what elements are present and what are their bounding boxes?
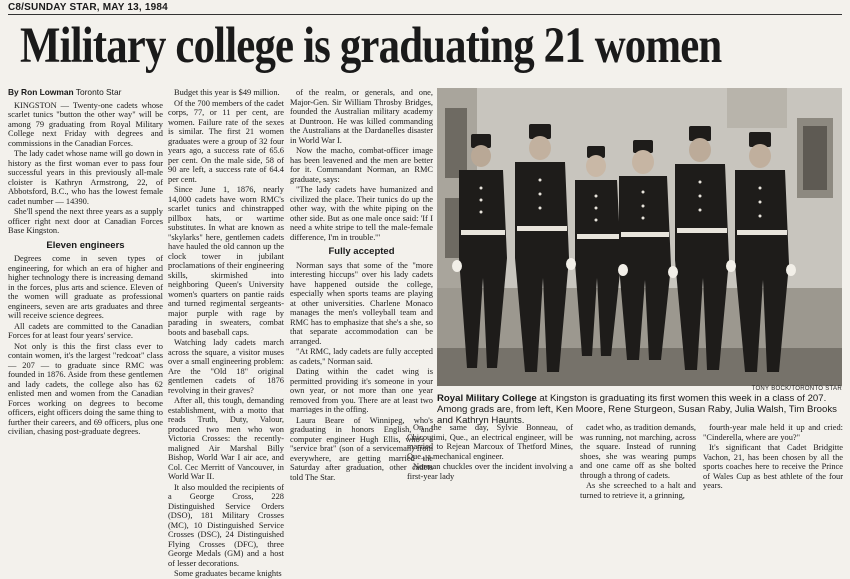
- paragraph: Norman says that some of the "more interesting hiccups" over his lady cadets have happened outside the college, especially when sports teams are playing at other universities. Charlene Monaco manages the men's volleyball team and RMC has to emphasize that she's a she, so that separate accommodation can be arranged.: [290, 260, 433, 346]
- paragraph: As she screeched to a halt and turned to retrieve it, a grinning,: [580, 481, 696, 500]
- headline: Military college is graduating 21 women: [20, 18, 722, 74]
- paragraph: of the realm, or generals, and one, Major-Gen. Sir William Throsby Bridges, founded the Australian military academy at Duntroon. He was killed commanding the Australians at the Dardanelles disaster in World War I.: [290, 88, 433, 145]
- paragraph: "The lady cadets have humanized and civilized the place. Their tunics do up the other way, with the white piping on the other side. But as one male once said: 'If I need a white stripe to tell the male-female difference, I'm in trouble.'": [290, 185, 433, 242]
- article-column-5: [580, 423, 696, 510]
- byline: [8, 88, 163, 98]
- paragraph: Not only is this the first class ever to contain women, it's the largest "redcoat" class — 207 — to graduate since RMC was founded in 1876. Aside from these gentlemen and lady cadets, the college also has 62 enlisted men and women from the Canadian Forces working on degrees to become officers, eight officers doing the same thing to further their careers, and 69 officers, plus one civilian, chasing post-graduate degrees.: [8, 341, 163, 436]
- paragraph: It also moulded the recipients of a George Cross, 228 Distinguished Service Orders (DSO), 181 Military Crosses (MC), 10 Distinguished Service Crosses (DSC), 24 Distinguished Flying Crosses (DFC), three George Medals (GM) and a host of lesser decorations.: [168, 482, 284, 568]
- header-rule: [8, 14, 842, 15]
- cadets-illustration: [437, 88, 842, 386]
- photo-credit: TONY BOCK/TORONTO STAR: [751, 386, 842, 392]
- caption-lead: Royal Military College: [437, 393, 537, 404]
- paragraph: Budget this year is $49 million.: [174, 88, 280, 97]
- article-column-2: [168, 88, 284, 578]
- paragraph: All cadets are committed to the Canadian Forces for at least four years' service.: [8, 321, 163, 340]
- paragraph: Of the 700 members of the cadet corps, 77, or 11 per cent, are women. Failure rate of the sexes is similar. The first 21 women graduates were a group of 32 four years ago, a success rate of 65.6 per cent. On the male side, 58 of 90 are left, a success rate of 64.4 per cent.: [168, 98, 284, 184]
- paragraph: Degrees come in seven types of engineering, for which an era of higher and higher technology there is increasing demand in the forces, plus arts and science. Eleven of the women will graduate as professional engineers, seven are arts graduates and three will receive science degrees.: [8, 254, 163, 320]
- paragraph: Now the macho, combat-officer image has been leavened and the men are better for it. Commandant Norman, an RMC graduate, says:: [290, 146, 433, 184]
- byline-name: By Ron Lowman: [8, 87, 74, 97]
- paragraph: cadet who, as tradition demands, was running, not marching, across the square. Instead of running shoes, she was wearing pumps and one came off as she bolted through a throng of cadets.: [580, 423, 696, 480]
- paragraph: After all, this tough, demanding establishment, with a motto that reads Truth, Duty, Valour, produced two men who won Victoria Crosses: the recently-maligned Air Marshal Billy Bishop, World War I air ace, and Col. Cec Merritt of Vancouver, in World War II.: [168, 396, 284, 481]
- paragraph: It's significant that Cadet Bridgitte Vachon, 21, has been chosen by all the sports coaches here to receive the Prince of Wales Cup as best athlete of the four years.: [703, 443, 843, 490]
- paragraph: She'll spend the next three years as a supply officer right next door at Canadian Forces Base Kingston.: [8, 207, 163, 235]
- paragraph: Norman chuckles over the incident involving a first-year lady: [407, 462, 573, 481]
- paragraph: "At RMC, lady cadets are fully accepted as cadets," Norman said.: [290, 347, 433, 366]
- caption-text: at Kingston is graduating its first women this week in a class of 207. Among grads are, from left, Ken Moore, Rene Sturgeon, Susan Raby, Julia Walsh, Tim Brooks and Kathryn Haunts.: [437, 393, 837, 426]
- subhead-fully-accepted: Fully accepted: [328, 246, 395, 257]
- paragraph: Laura Beare of Winnipeg, who's graduating in honors English, and computer engineer Hugh Ellis, who's a "service brat" (son of a serviceman) from everywhere, are getting married the Saturday after graduation, other cadets told The Star.: [290, 415, 433, 482]
- dateline: C8/SUNDAY STAR, MAY 13, 1984: [8, 2, 168, 13]
- article-column-1: [8, 88, 163, 510]
- byline-outlet: Toronto Star: [75, 87, 122, 97]
- paragraph: On the same day, Sylvie Bonneau, of Chicoutimi, Que., an electrical engineer, will be married to Rejean Marcoux of Thetford Mines, Que., a mechanical engineer.: [407, 423, 573, 461]
- paragraph: Since June 1, 1876, nearly 14,000 cadets have worn RMC's scarlet tunics and chinstrapped pillbox hats, or wartime substitutes. In what are known as "skylarks" here, gentlemen cadets have hauled the old cannon up the clock tower in jubilant proclamations of their engineering skills, skirmished into neighboring Queen's University women's quarters on pantie raids and turned regimental sergeants-major purple with rage by parading in sweaters, combat boots and baseball caps.: [168, 185, 284, 337]
- paragraph: Some graduates became knights: [174, 569, 282, 578]
- photo-caption: [437, 393, 842, 426]
- article-column-6: [703, 423, 843, 510]
- paragraph: The lady cadet whose name will go down in history as the first woman ever to pass four successful years in this previously all-male cloister is Kathryn Armstrong, 22, of Abbotsford, B.C., who has the lowest female cadet number — 14390.: [8, 149, 163, 206]
- paragraph: fourth-year male held it up and cried: "Cinderella, where are you?": [703, 423, 843, 442]
- subhead-eleven-engineers: Eleven engineers: [46, 239, 125, 251]
- article-column-4: [407, 423, 573, 510]
- paragraph: Watching lady cadets march across the square, a visitor muses over a small engineering problem: Are the "Old 18" original gentlemen cadets of 1876 revolving in their graves?: [168, 338, 284, 395]
- cadets-photo: [437, 88, 842, 386]
- paragraph: Dating within the cadet wing is permitted providing it's someone in your own year, or not more than one year removed from you. There are at least two marriages in the offing.: [290, 367, 433, 414]
- paragraph: KINGSTON — Twenty-one cadets whose scarlet tunics "button the other way" will be among 79 graduating from Royal Military College next Friday with degrees and commissions in the Canadian Forces.: [8, 100, 163, 148]
